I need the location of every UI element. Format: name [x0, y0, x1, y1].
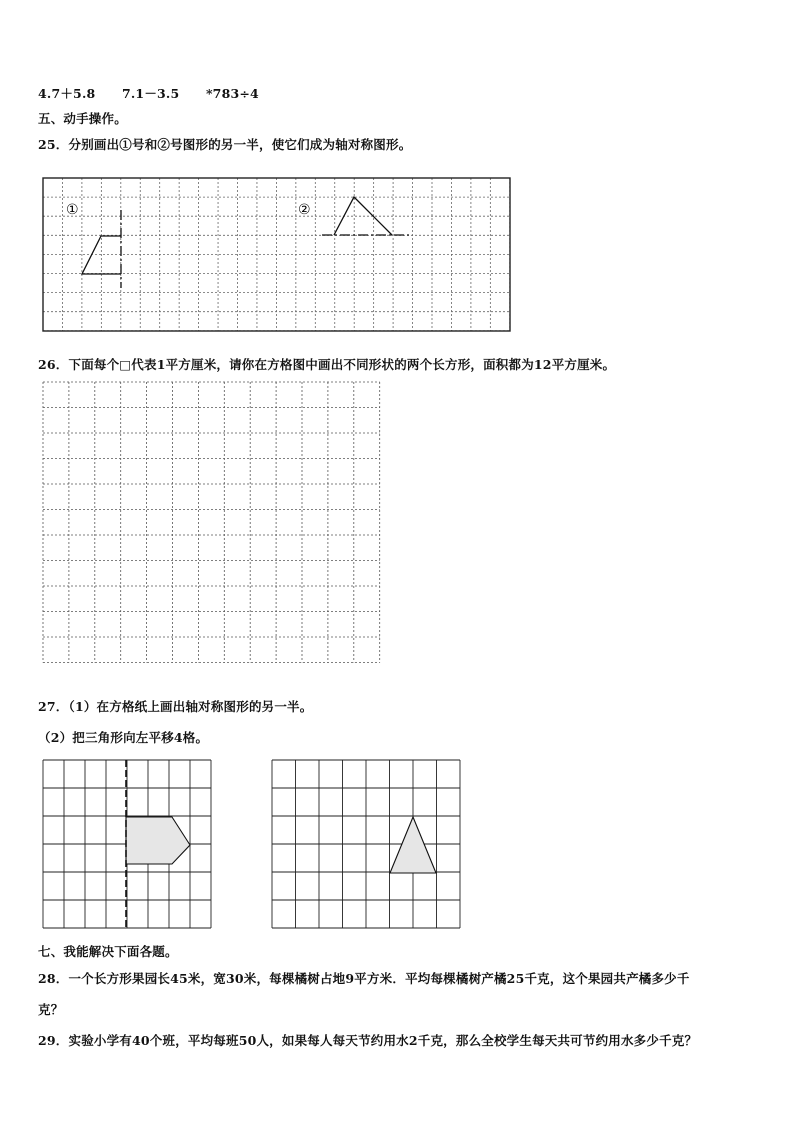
- q28-line2: 克？: [38, 1002, 64, 1017]
- q28-line1: 28．一个长方形果园长45米，宽30米，每棵橘树占地9平方米．平均每棵橘树产橘25千克，这个果园共产橘多少千: [38, 971, 690, 986]
- q25-text: 25．分别画出①号和②号图形的另一半，使它们成为轴对称图形。: [38, 137, 412, 152]
- q26-grid: [0, 378, 794, 688]
- q27-text-2: （2）把三角形向左平移4格。: [38, 730, 209, 745]
- section7-heading: 七、我能解决下面各题。: [38, 944, 178, 959]
- q26-text: 26．下面每个□代表1平方厘米，请你在方格图中画出不同形状的两个长方形，面积都为12平方厘米。: [38, 357, 616, 372]
- calc-item-1: 4.7＋5.8: [38, 86, 96, 101]
- q27-grid-right: [0, 755, 500, 935]
- q29-text: 29．实验小学有40个班，平均每班50人，如果每人每天节约用水2千克，那么全校学生每天共可节约用水多少千克？: [38, 1033, 698, 1048]
- q25-label-2: ②: [298, 202, 311, 218]
- q25-grid: [0, 170, 794, 350]
- q27-text-1: 27．（1）在方格纸上画出轴对称图形的另一半。: [38, 699, 313, 714]
- section5-heading: 五、动手操作。: [38, 111, 127, 126]
- calc-line: [38, 84, 281, 102]
- calc-item-3: *783÷4: [205, 86, 259, 101]
- q25-label-1: ①: [66, 202, 79, 218]
- triangle: [390, 817, 436, 873]
- calc-item-2: 7.1－3.5: [121, 86, 180, 101]
